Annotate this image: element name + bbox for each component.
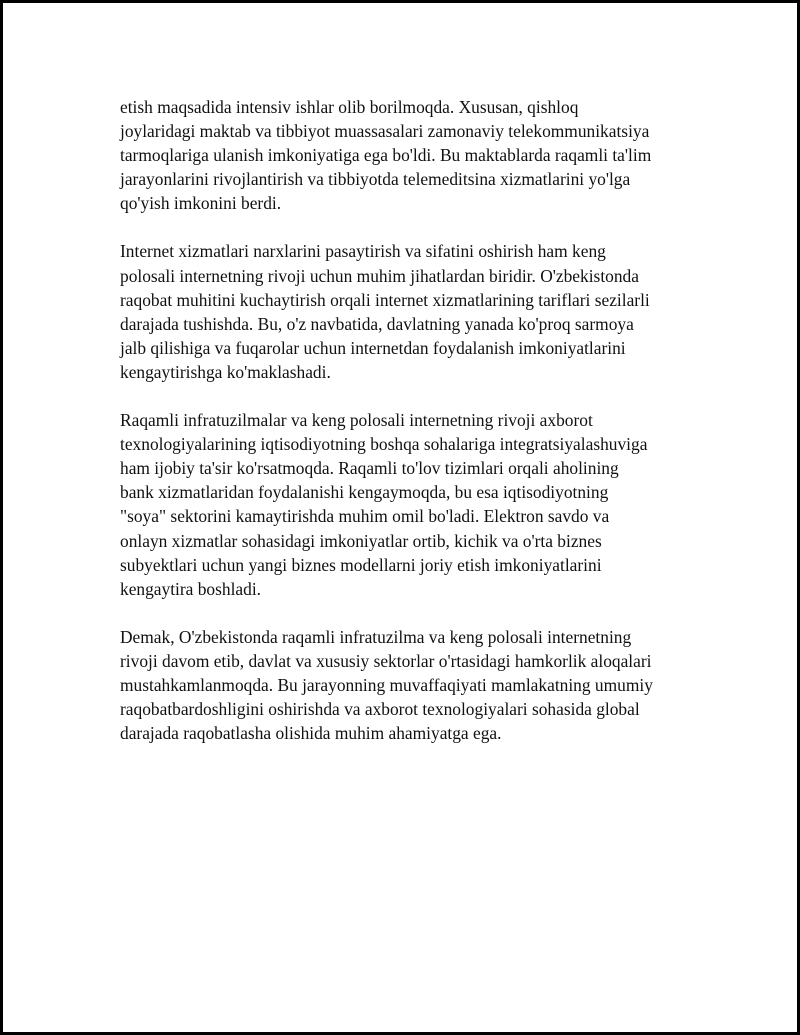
- text-line: jalb qilishiga va fuqarolar uchun internetdan foydalanish imkoniyatlarini: [120, 337, 626, 358]
- text-line: rivoji davom etib, davlat va xususiy sektorlar o'rtasidagi hamkorlik aloqalari: [120, 650, 652, 671]
- text-line: polosali internetning rivoji uchun muhim jihatlardan biridir. O'zbekistonda: [120, 265, 639, 286]
- document-body: [120, 95, 712, 769]
- text-line: raqobatbardoshligini oshirishda va axborot texnologiyalari sohasida global: [120, 699, 640, 720]
- text-line: etish maqsadida intensiv ishlar olib borilmoqda. Xususan, qishloq: [120, 97, 579, 117]
- text-line: "soya" sektorini kamaytirishda muhim omil bo'ladi. Elektron savdo va: [120, 506, 610, 527]
- text-line: subyektlari uchun yangi biznes modellarni joriy etish imkoniyatlarini: [120, 554, 602, 575]
- paragraph-3: [120, 408, 712, 601]
- text-line: darajada raqobatlasha olishida muhim ahamiyatga ega.: [120, 723, 502, 744]
- text-line: mustahkamlanmoqda. Bu jarayonning muvaffaqiyati mamlakatning umumiy: [120, 674, 653, 695]
- text-line: bank xizmatlaridan foydalanishi kengaymoqda, bu esa iqtisodiyotning: [120, 482, 609, 503]
- text-line: joylaridagi maktab va tibbiyot muassasalari zamonaviy telekommunikatsiya: [120, 121, 650, 142]
- paragraph-1: [120, 95, 712, 215]
- text-line: Raqamli infratuzilmalar va keng polosali internetning rivoji axborot: [120, 410, 593, 431]
- text-line: tarmoqlariga ulanish imkoniyatiga ega bo'ldi. Bu maktablarda raqamli ta'lim: [120, 145, 652, 166]
- text-line: kengaytirishga ko'maklashadi.: [120, 361, 331, 382]
- text-line: darajada tushishda. Bu, o'z navbatida, davlatning yanada ko'proq sarmoya: [120, 313, 634, 334]
- text-line: jarayonlarini rivojlantirish va tibbiyotda telemeditsina xizmatlarini yo'lga: [120, 169, 631, 190]
- paragraph-4: [120, 625, 712, 745]
- text-line: Demak, O'zbekistonda raqamli infratuzilma va keng polosali internetning: [120, 626, 632, 647]
- text-line: raqobat muhitini kuchaytirish orqali internet xizmatlarining tariflari sezilarli: [120, 289, 650, 310]
- text-line: ham ijobiy ta'sir ko'rsatmoqda. Raqamli to'lov tizimlari orqali aholining: [120, 458, 619, 479]
- text-line: onlayn xizmatlar sohasidagi imkoniyatlar ortib, kichik va o'rta biznes: [120, 530, 602, 551]
- text-line: texnologiyalarining iqtisodiyotning boshqa sohalariga integratsiyalashuviga: [120, 434, 648, 455]
- paragraph-2: [120, 239, 712, 384]
- text-line: Internet xizmatlari narxlarini pasaytirish va sifatini oshirish ham keng: [120, 241, 606, 262]
- text-line: qo'yish imkonini berdi.: [120, 193, 282, 214]
- text-line: kengaytira boshladi.: [120, 578, 262, 599]
